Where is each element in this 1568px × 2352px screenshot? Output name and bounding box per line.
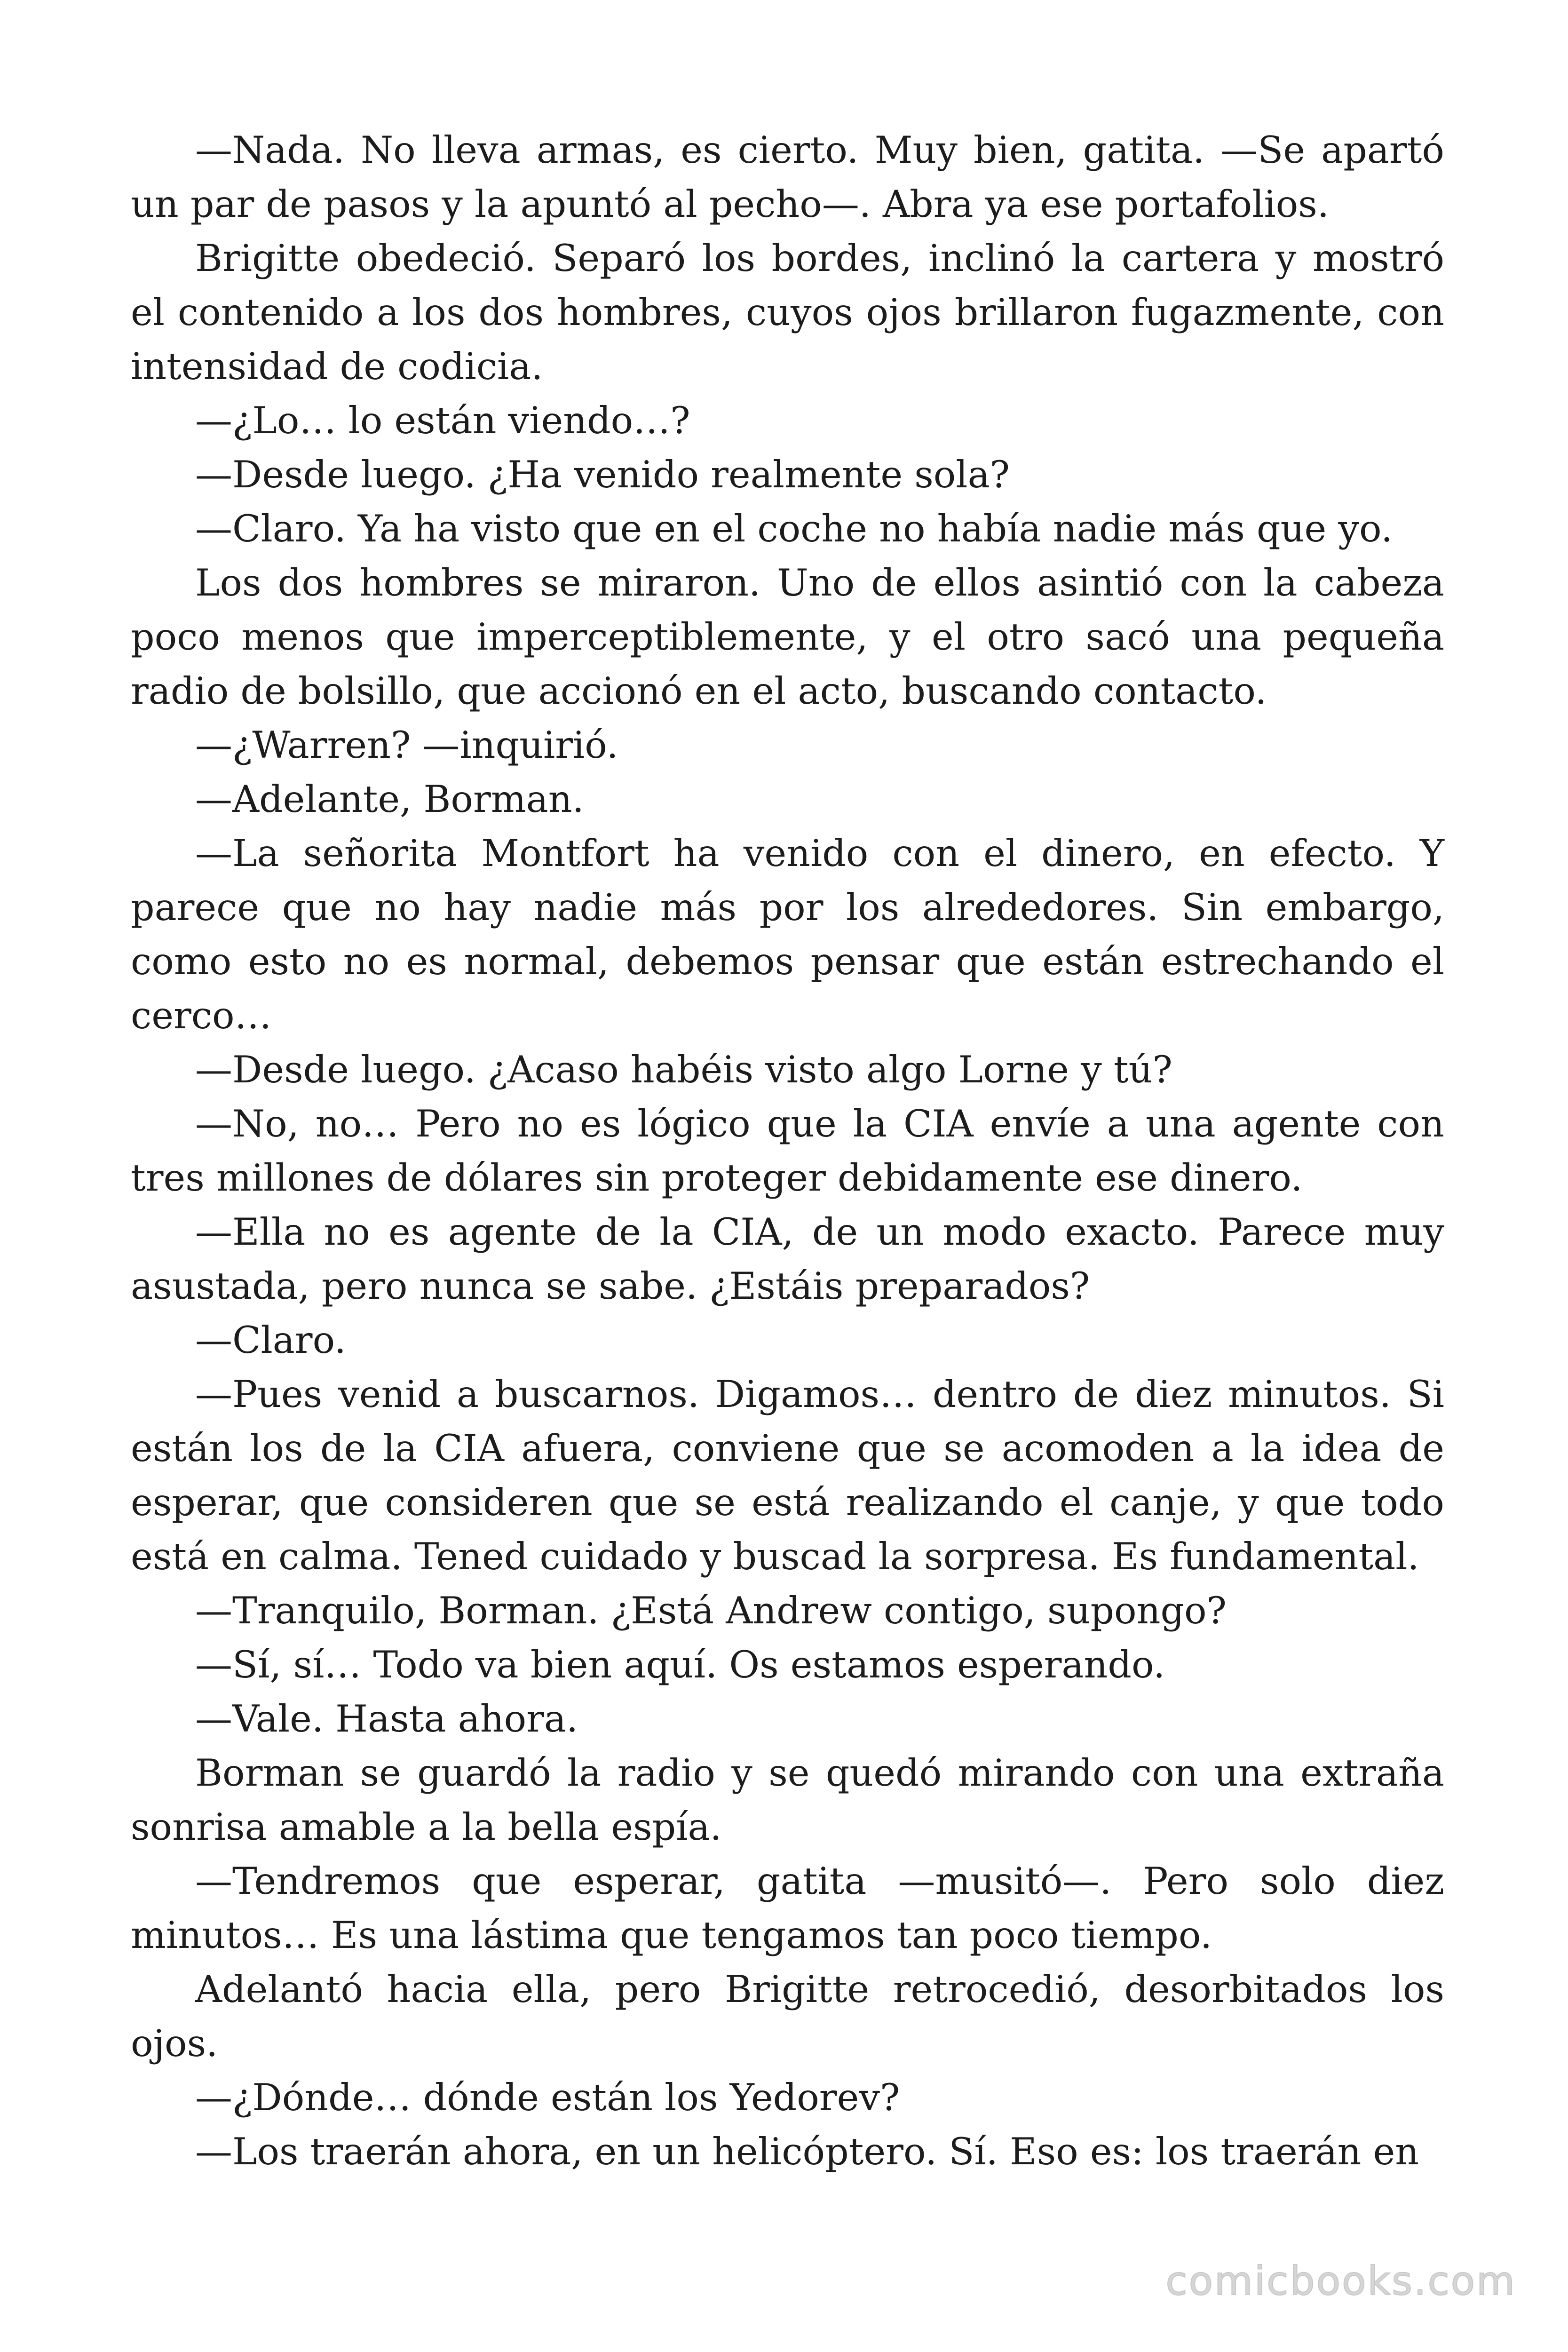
paragraph-18: Borman se guardó la radio y se quedó mirando con una extraña sonrisa amable a la bella espía. — [131, 1751, 1444, 1849]
paragraph-20: Adelantó hacia ella, pero Brigitte retrocedió, desorbitados los ojos. — [131, 1968, 1444, 2065]
paragraph-21: —¿Dónde… dónde están los Yedorev? — [195, 2076, 900, 2119]
body-text — [131, 123, 1444, 2179]
paragraph-12: —Ella no es agente de la CIA, de un modo exacto. Parece muy asustada, pero nunca se sabe. ¿Estáis preparados? — [131, 1210, 1444, 1308]
paragraph-10: —Desde luego. ¿Acaso habéis visto algo Lorne y tú? — [195, 1048, 1172, 1091]
paragraph-3: —¿Lo… lo están viendo…? — [195, 399, 690, 442]
paragraph-4: —Desde luego. ¿Ha venido realmente sola? — [195, 453, 1010, 496]
paragraph-19: —Tendremos que esperar, gatita —musitó—. Pero solo diez minutos… Es una lástima que tengamos tan poco tiempo. — [131, 1859, 1444, 1957]
paragraph-7: —¿Warren? —inquirió. — [195, 723, 618, 767]
paragraph-14: —Pues venid a buscarnos. Digamos… dentro de diez minutos. Si están los de la CIA afuera, conviene que se acomoden a la idea de esperar, que consideren que se está realizando el canje, y que todo está en calma. Tened cuidado y buscad la sorpresa. Es fundamental. — [131, 1373, 1444, 1578]
watermark: comicbooks.com — [1165, 2258, 1516, 2304]
paragraph-1: —Nada. No lleva armas, es cierto. Muy bien, gatita. —Se apartó un par de pasos y la apuntó al pecho—. Abra ya ese portafolios. — [131, 128, 1444, 226]
paragraph-15: —Tranquilo, Borman. ¿Está Andrew contigo, supongo? — [195, 1589, 1227, 1632]
paragraph-6: Los dos hombres se miraron. Uno de ellos asintió con la cabeza poco menos que imperceptiblemente, y el otro sacó una pequeña radio de bolsillo, que accionó en el acto, buscando contacto. — [131, 561, 1444, 713]
paragraph-22: —Los traerán ahora, en un helicóptero. Sí. Eso es: los traerán en — [195, 2130, 1419, 2173]
paragraph-9: —La señorita Montfort ha venido con el dinero, en efecto. Y parece que no hay nadie más por los alrededores. Sin embargo, como esto no es normal, debemos pensar que están estrechando el cerco… — [131, 832, 1444, 1037]
paragraph-8: —Adelante, Borman. — [195, 778, 584, 821]
paragraph-17: —Vale. Hasta ahora. — [195, 1697, 578, 1740]
paragraph-16: —Sí, sí… Todo va bien aquí. Os estamos esperando. — [195, 1643, 1165, 1686]
paragraph-13: —Claro. — [195, 1319, 346, 1362]
paragraph-11: —No, no… Pero no es lógico que la CIA envíe a una agente con tres millones de dólares sin proteger debidamente ese dinero. — [131, 1102, 1444, 1200]
paragraph-5: —Claro. Ya ha visto que en el coche no había nadie más que yo. — [195, 507, 1393, 550]
paragraph-2: Brigitte obedeció. Separó los bordes, inclinó la cartera y mostró el contenido a los dos hombres, cuyos ojos brillaron fugazmente, con intensidad de codicia. — [131, 237, 1444, 388]
